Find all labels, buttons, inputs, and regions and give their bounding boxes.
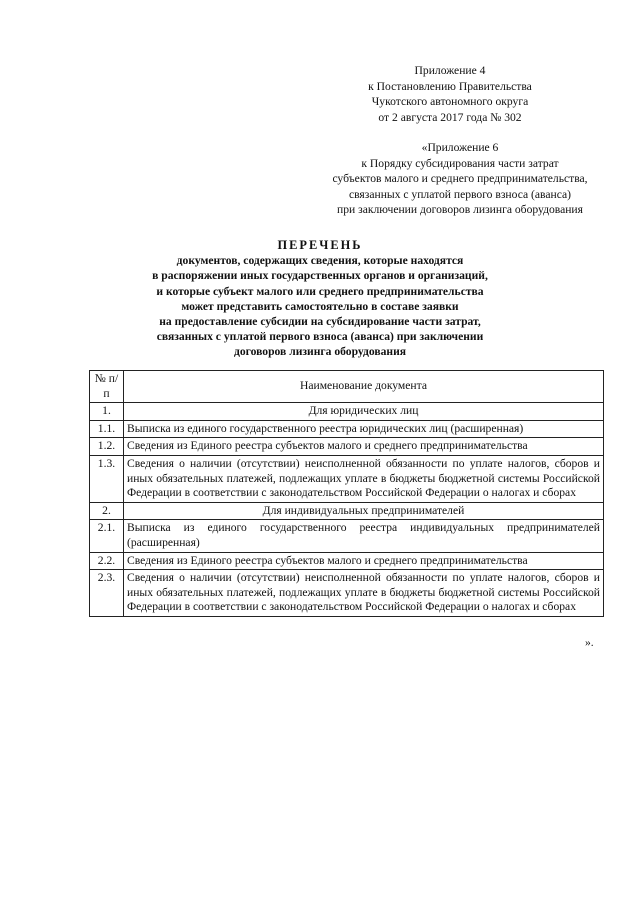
section-row	[90, 403, 604, 421]
appendix-header	[340, 63, 560, 125]
section-number: 2.	[90, 502, 124, 520]
section-title: Для юридических лиц	[124, 403, 604, 421]
appendix-order-line: субъектов малого и среднего предпринимательства,	[332, 172, 588, 185]
row-number: 1.2.	[90, 438, 124, 456]
heading-line: на предоставление субсидии на субсидирование части затрат,	[159, 315, 481, 329]
section-row	[90, 502, 604, 520]
appendix-line: Чукотского автономного округа	[371, 95, 529, 108]
appendix-order-header	[300, 140, 620, 218]
row-number: 1.3.	[90, 455, 124, 502]
table-header-row	[90, 371, 604, 403]
col-header-number: № п/п	[90, 371, 124, 403]
document-title: ПЕРЕЧЕНЬ	[277, 238, 363, 252]
appendix-line: Приложение 4	[414, 64, 486, 77]
row-number: 2.2.	[90, 552, 124, 570]
heading-line: в распоряжении иных государственных органов и организаций,	[152, 269, 488, 283]
row-document-name: Сведения о наличии (отсутствии) неисполненной обязанности по уплате налогов, сборов и иных обязательных платежей, подлежащих уплате в бюджеты бюджетной системы Российской Федерации в соответствии с законодательством Российской Федерации о налогах и сборах	[124, 570, 604, 617]
heading-line: может представить самостоятельно в составе заявки	[181, 299, 459, 313]
closing-quote-mark: ».	[585, 636, 594, 649]
row-number: 1.1.	[90, 420, 124, 438]
appendix-order-line: «Приложение 6	[421, 141, 499, 154]
heading-line: связанных с уплатой первого взноса (аванса) при заключении	[156, 330, 484, 344]
col-header-name: Наименование документа	[124, 371, 604, 403]
table-row	[90, 438, 604, 456]
heading-line: и которые субъект малого или среднего предпринимательства	[156, 284, 484, 298]
table-row	[90, 570, 604, 617]
table-row	[90, 455, 604, 502]
row-document-name: Выписка из единого государственного реестра юридических лиц (расширенная)	[124, 420, 604, 438]
appendix-order-line: связанных с уплатой первого взноса (аванса)	[348, 187, 572, 201]
appendix-line: к Постановлению Правительства	[368, 79, 532, 93]
row-document-name: Выписка из единого государственного реестра индивидуальных предпринимателей (расширенная)	[124, 520, 604, 552]
row-document-name: Сведения из Единого реестра субъектов малого и среднего предпринимательства	[124, 438, 604, 456]
heading-line: договоров лизинга оборудования	[233, 345, 407, 359]
row-document-name: Сведения из Единого реестра субъектов малого и среднего предпринимательства	[124, 552, 604, 570]
table-row	[90, 420, 604, 438]
table-row	[90, 520, 604, 552]
appendix-order-line: при заключении договоров лизинга оборудования	[337, 203, 583, 216]
heading-line: документов, содержащих сведения, которые находятся	[176, 254, 464, 268]
section-number: 1.	[90, 403, 124, 421]
appendix-order-line: к Порядку субсидирования части затрат	[361, 156, 559, 170]
section-title: Для индивидуальных предпринимателей	[124, 502, 604, 520]
row-number: 2.3.	[90, 570, 124, 617]
appendix-line: от 2 августа 2017 года № 302	[378, 110, 522, 124]
row-document-name: Сведения о наличии (отсутствии) неисполненной обязанности по уплате налогов, сборов и иных обязательных платежей, подлежащих уплате в бюджеты бюджетной системы Российской Федерации в соответствии с законодательством Российской Федерации о налогах и сборах	[124, 455, 604, 502]
document-heading	[95, 238, 545, 360]
row-number: 2.1.	[90, 520, 124, 552]
documents-table	[89, 370, 604, 617]
table-row	[90, 552, 604, 570]
